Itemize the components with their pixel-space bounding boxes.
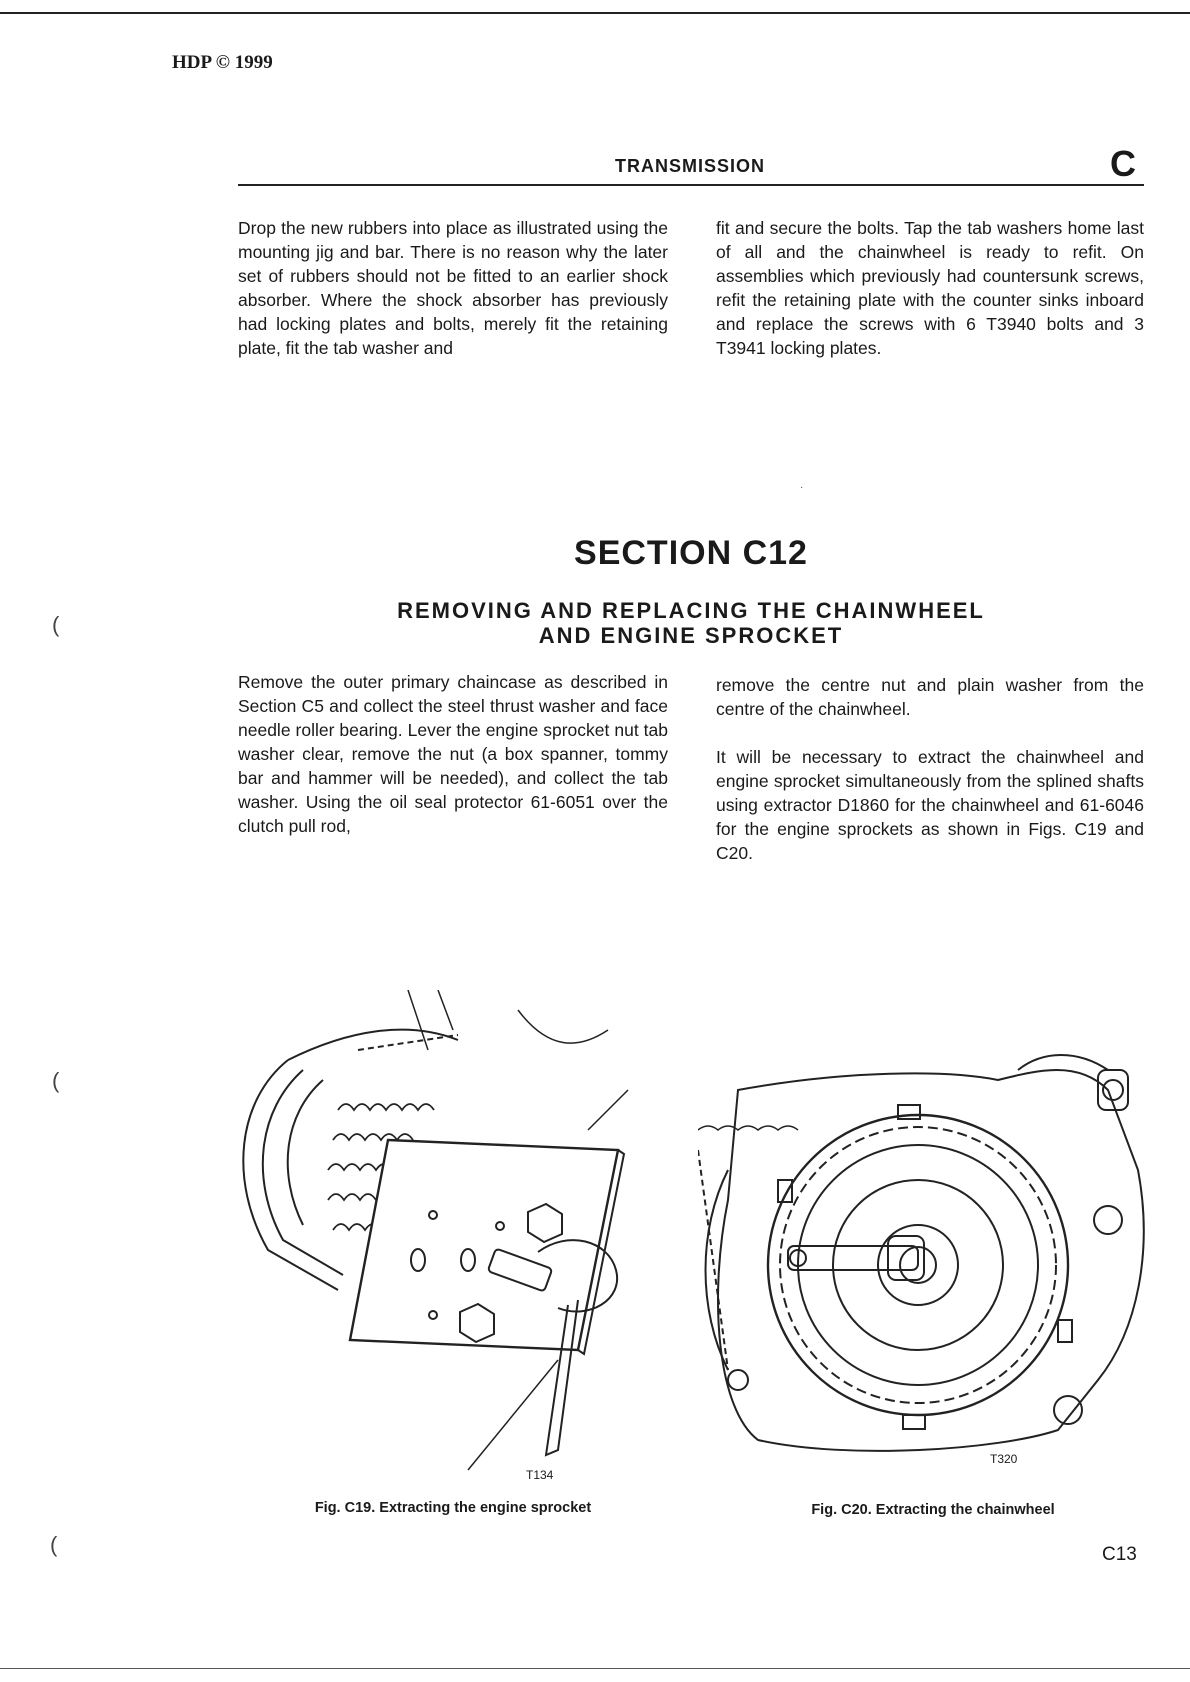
section-title: SECTION C12 (574, 534, 808, 572)
section-paragraph-right-2: It will be necessary to extract the chainwheel and engine sprocket simultaneously from the splined shafts using extractor D1860 for the chainwheel and 61-6046 for the engine sprockets as shown in Figs. C19 and C20. (716, 747, 1144, 863)
figure-c19-ref: T134 (526, 1468, 554, 1482)
scan-speck: · (800, 482, 804, 493)
publisher-mark: HDP © 1999 (172, 52, 273, 73)
page-number: C13 (1102, 1544, 1137, 1565)
figure-c19 (228, 990, 668, 1490)
figure-c19-caption: Fig. C19. Extracting the engine sprocket (314, 1500, 592, 1516)
section-subtitle-line1: REMOVING AND REPLACING THE CHAINWHEEL (397, 598, 985, 623)
intro-paragraph-left: Drop the new rubbers into place as illustrated using the mounting jig and bar. There is no reason why the later set of rubbers should not be fitted to an earlier shock absorber. Where the shock absorber has previously had locking plates and bolts, merely fit the retaining plate, fit the tab washer and (238, 218, 668, 358)
section-subtitle (238, 598, 1144, 648)
chapter-letter: C (1110, 143, 1136, 184)
figure-c20 (698, 1050, 1158, 1480)
section-paragraph-right-1: remove the centre nut and plain washer from the centre of the chainwheel. (716, 675, 1144, 719)
intro-column-right (716, 216, 1144, 384)
section-column-right (716, 673, 1144, 889)
section-subtitle-line2: AND ENGINE SPROCKET (538, 623, 844, 648)
figure-c20-ref: T320 (990, 1452, 1018, 1466)
header-rule (238, 184, 1144, 186)
figure-c20-caption: Fig. C20. Extracting the chainwheel (811, 1502, 1055, 1518)
intro-column-left (238, 216, 668, 384)
binding-mark: ( (52, 612, 60, 637)
top-rule (0, 12, 1190, 14)
bottom-rule (0, 1668, 1190, 1669)
chapter-title: TRANSMISSION (614, 156, 765, 176)
binding-mark: ( (50, 1532, 58, 1557)
section-paragraph-left: Remove the outer primary chaincase as described in Section C5 and collect the steel thrust washer and face needle roller bearing. Lever the engine sprocket nut tab washer clear, remove the nut (a box spanner, tommy bar and hammer will be needed), and collect the tab washer. Using the oil seal protector 61-6051 over the clutch pull rod, (238, 672, 668, 836)
engine-sprocket-extractor-drawing (228, 990, 668, 1490)
binding-mark: ( (52, 1068, 60, 1093)
intro-paragraph-right: fit and secure the bolts. Tap the tab washers home last of all and the chainwheel is ready to refit. On assemblies which previously had countersunk screws, refit the retaining plate with the counter sinks inboard and replace the screws with 6 T3940 bolts and 3 T3941 locking plates. (716, 218, 1144, 358)
chainwheel-extractor-drawing (698, 1050, 1158, 1480)
section-column-left (238, 670, 668, 862)
